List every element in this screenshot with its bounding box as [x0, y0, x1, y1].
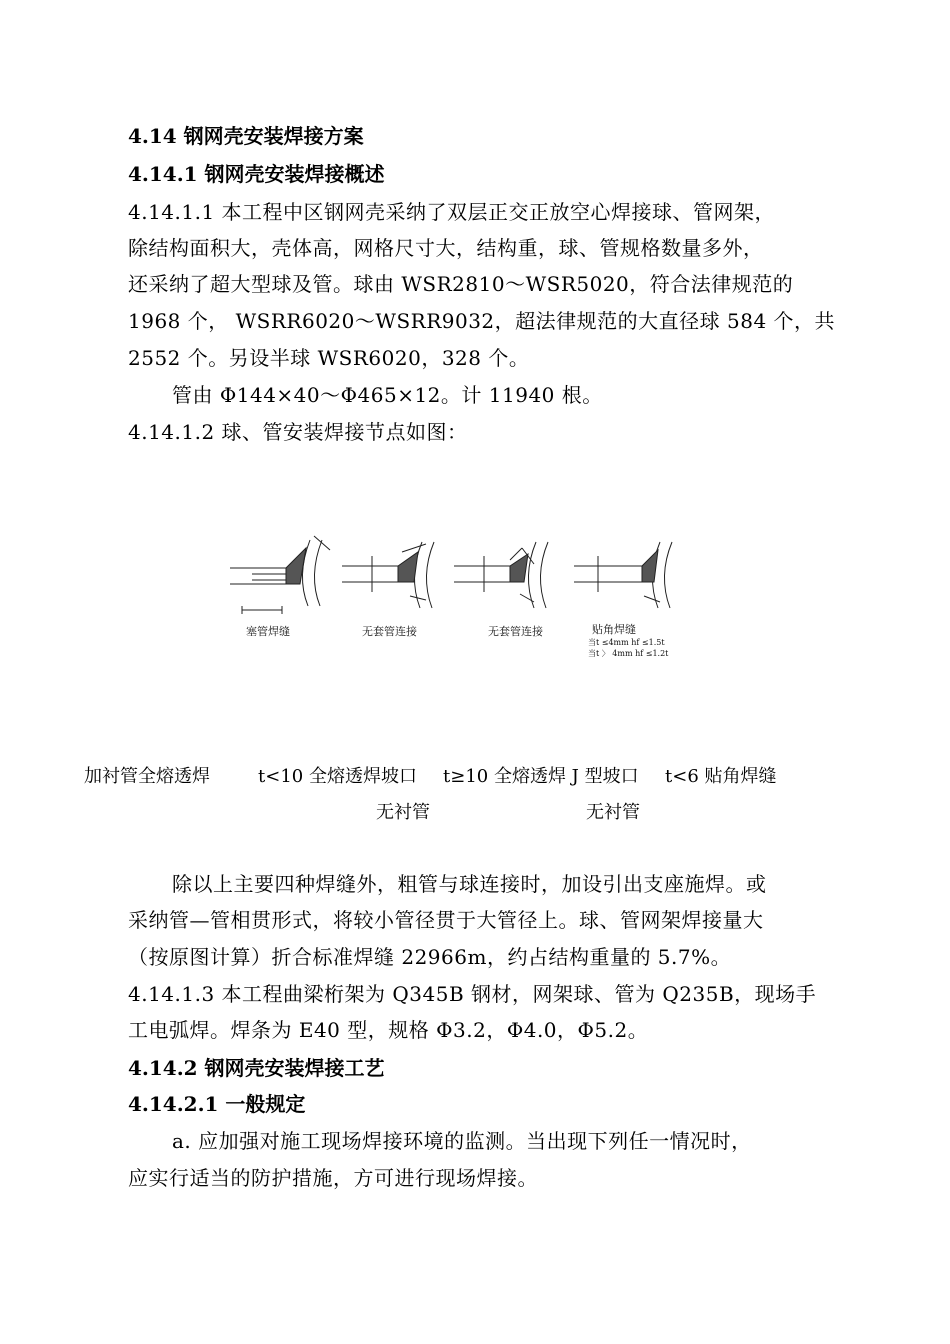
paragraph-line: 应实行适当的防护措施，方可进行现场焊接。 [128, 1166, 538, 1190]
paragraph-line: 除以上主要四种焊缝外，粗管与球连接时，加设引出支座施焊。或 [172, 872, 767, 896]
weld-joint-2 [342, 542, 434, 608]
paragraph-4-14-1-2: 4.14.1.2 球、管安装焊接节点如图： [128, 420, 468, 444]
weld-joint-figure [222, 530, 702, 670]
paragraph-line: 工电弧焊。焊条为 E40 型，规格 Φ3.2，Φ4.0，Φ5.2。 [128, 1018, 649, 1042]
figure-caption-sub: 无衬管 [586, 802, 640, 823]
paragraph-pipes: 管由 Φ144×40～Φ465×12。计 11940 根。 [172, 383, 603, 407]
paragraph-line: 4.14.1.3 本工程曲梁桁架为 Q345B 钢材，网架球、管为 Q235B，现场手 [128, 982, 817, 1006]
paragraph-line: （按原图计算）折合标准焊缝 22966m，约占结构重量的 5.7%。 [128, 945, 732, 969]
figure-caption: 加衬管全熔透焊 [84, 766, 210, 787]
figure-label: 塞管焊缝 [246, 625, 290, 638]
paragraph-line: 还采纳了超大型球及管。球由 WSR2810～WSR5020，符合法律规范的 [128, 272, 794, 296]
figure-caption: t<6 贴角焊缝 [665, 766, 777, 787]
paragraph-line: a. 应加强对施工现场焊接环境的监测。当出现下列任一情况时， [172, 1129, 752, 1153]
paragraph-line: 1968 个， WSRR6020～WSRR9032，超法律规范的大直径球 584 个，共 [128, 309, 836, 333]
heading-4-14-2: 4.14.2 钢网壳安装焊接工艺 [128, 1056, 385, 1080]
figure-caption-sub: 无衬管 [376, 802, 430, 823]
figure-note: 当t 〉 4mm hf ≤1.2t [588, 649, 669, 658]
figure-label: 无套管连接 [488, 625, 543, 638]
figure-label: 贴角焊缝 [592, 623, 636, 636]
weld-joint-3 [454, 542, 548, 608]
heading-4-14-1: 4.14.1 钢网壳安装焊接概述 [128, 162, 385, 186]
paragraph-line: 采纳管—管相贯形式，将较小管径贯于大管径上。球、管网架焊接量大 [128, 908, 764, 932]
heading-4-14: 4.14 钢网壳安装焊接方案 [128, 124, 364, 148]
figure-note: 当t ≤4mm hf ≤1.5t [588, 638, 665, 647]
weld-joint-4 [574, 542, 672, 608]
paragraph-line: 2552 个。另设半球 WSR6020，328 个。 [128, 346, 530, 370]
figure-caption: t≥10 全熔透焊 J 型坡口 [443, 766, 639, 787]
paragraph-line: 除结构面积大，壳体高，网格尺寸大，结构重，球、管规格数量多外， [128, 236, 764, 260]
figure-label: 无套管连接 [362, 625, 417, 638]
paragraph-line: 4.14.1.1 本工程中区钢网壳采纳了双层正交正放空心焊接球、管网架， [128, 200, 776, 224]
weld-joint-1 [230, 536, 330, 614]
heading-4-14-2-1: 4.14.2.1 一般规定 [128, 1092, 306, 1116]
figure-caption: t<10 全熔透焊坡口 [258, 766, 417, 787]
